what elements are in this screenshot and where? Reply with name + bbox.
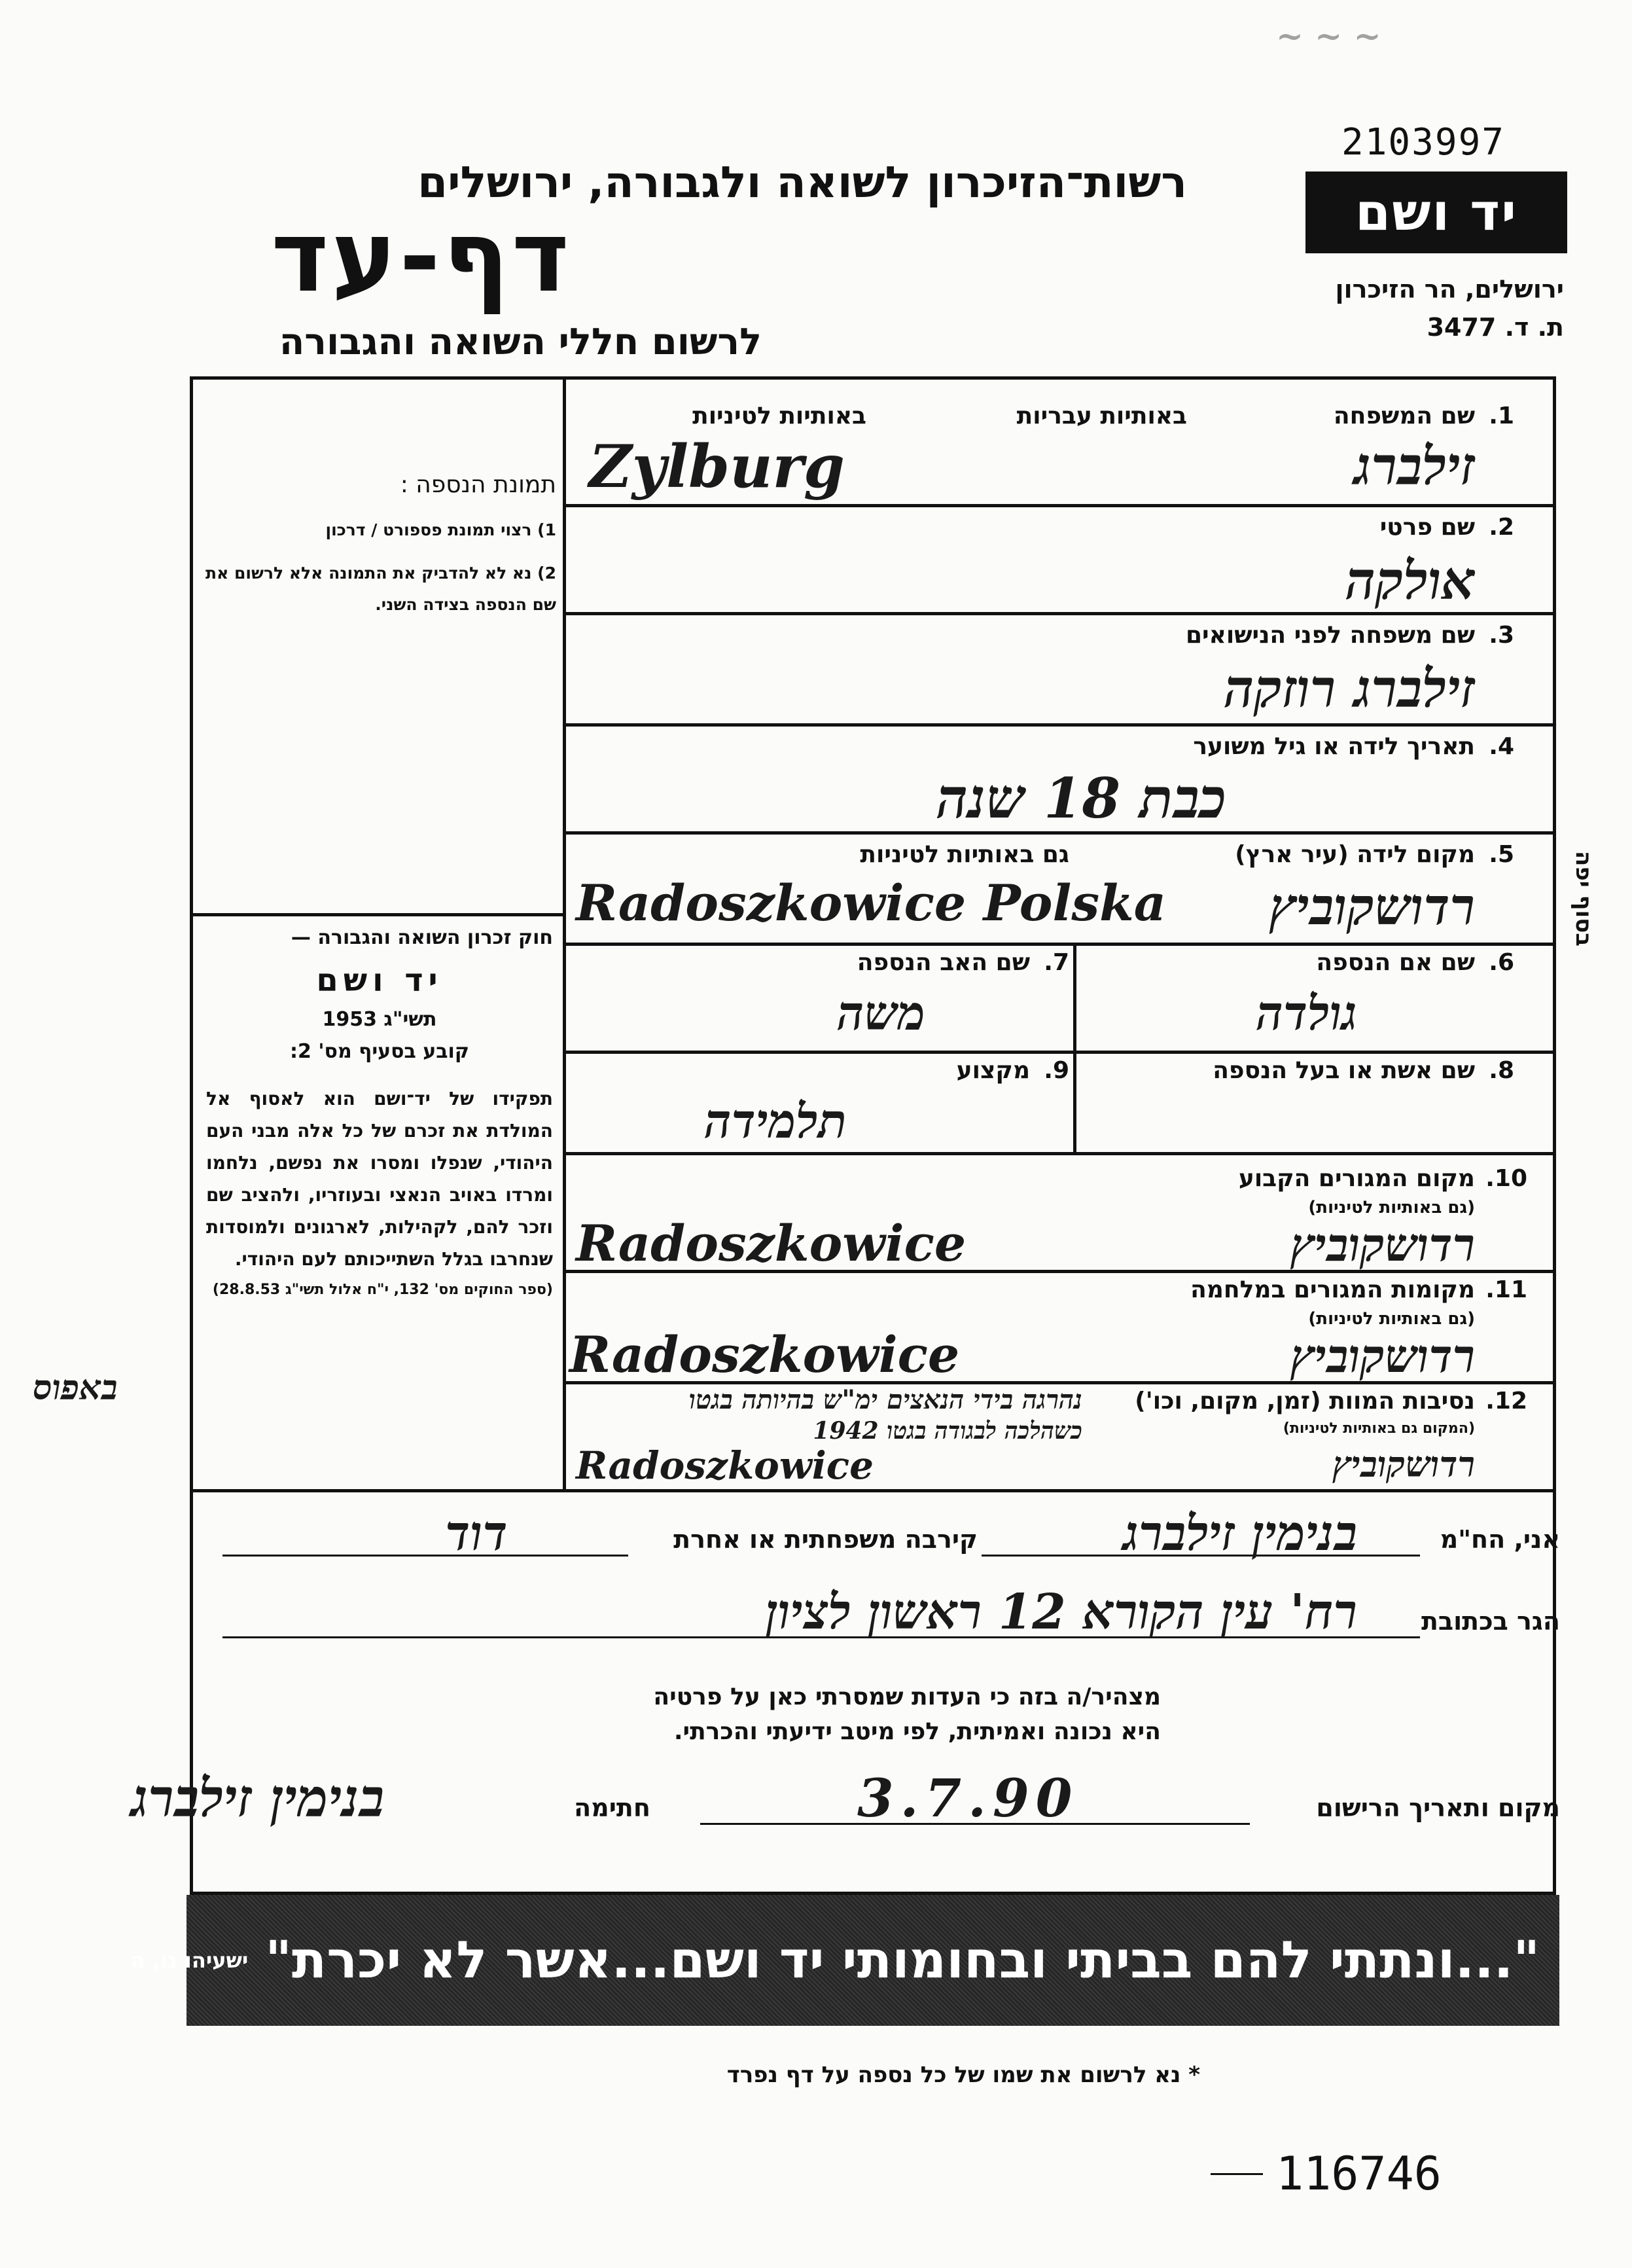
place-date-label: מקום ותאריך הרישום <box>1316 1793 1560 1822</box>
photo-note-2: 2) נא לא להדביק את התמונה אלא לרשום את שם הנספה בצידה השני. <box>205 564 556 614</box>
field-10-value-latin: Radoszkowice <box>576 1214 967 1272</box>
footnote: * נא לרשום את שמו של כל נספה על דף נפרד <box>726 2062 1200 2088</box>
field-1-latin-col: באותיות לטיניות <box>692 403 866 429</box>
declarant-name: בנימין זילברג <box>1122 1505 1357 1562</box>
field-12-label: נסיבות המוות (זמן, מקום, וכו') <box>1135 1388 1475 1414</box>
field-5-number: 5. <box>1489 841 1514 868</box>
photo-box-title: תמונת הנספה : <box>400 471 556 498</box>
field-3-label: שם משפחה לפני הנישואים <box>1185 622 1475 649</box>
bottom-number: 116746 <box>1276 2147 1442 2201</box>
side-stamp: בסוף יפה <box>1570 851 1597 947</box>
field-10-label: מקום המגורים הקבוע <box>1238 1165 1475 1192</box>
field-10-number: 10. <box>1485 1165 1527 1192</box>
address-label: הגר בכתובת <box>1421 1607 1560 1636</box>
photo-box <box>203 393 556 903</box>
law-name: יד ושם <box>316 962 443 999</box>
field-5-label: מקום לידה (עיר ארץ) <box>1235 841 1475 868</box>
field-1-value-hebrew: זילברג <box>1354 435 1475 497</box>
field-12-sub: (המקום גם באותיות לטיניות) <box>1283 1420 1475 1437</box>
field-11-label: מקומות המגורים במלחמה <box>1190 1276 1475 1303</box>
field-5-latin-col: גם באותיות לטיניות <box>860 841 1069 868</box>
field-4-label: תאריך לידה או גיל משוער <box>1193 733 1475 760</box>
law-citation: (ספר החוקים מס' 132, י"ח אלול תשי"ג 28.8.53) <box>212 1282 553 1298</box>
law-body: תפקידו של יד־ושם הוא לאסוף אל המולדת את זכרם של כל אלה מבני העם היהודי, שנפלו ומסרו את נפשם, נלחמו ומרדו באויב הנאצי ובעוזריו, ולהציב שם וזכר להם, לקהילות, לארגונים ולמוסדות שנחרבו בגלל השתייכותם לעם היהודי. <box>206 1088 553 1270</box>
statement-line-2: היא נכונה ואמיתית, לפי מיטב ידיעתי והכרתי. <box>673 1718 1161 1745</box>
signature-label: חתימה <box>574 1793 650 1822</box>
top-scribble: ~ ~ ~ <box>1276 16 1381 55</box>
field-9-value: תלמידה <box>704 1093 847 1149</box>
field-7-number: 7. <box>1044 949 1069 976</box>
field-5-value-hebrew: רדושקוביץ <box>1269 877 1475 937</box>
registration-date: 3.7.90 <box>857 1767 1079 1829</box>
field-11-value-hebrew: רדושקוביץ <box>1290 1329 1475 1383</box>
field-2-number: 2. <box>1489 514 1514 541</box>
field-11-sub: (גם באותיות לטיניות) <box>1308 1309 1475 1329</box>
relation-value: דוד <box>445 1505 508 1562</box>
authority-heading: רשות־הזיכרון לשואה ולגבורה, ירושלים <box>417 157 1187 207</box>
field-12-value-line-1: נהרגה בידי הנאצים ימ"ש בהיותה בגטו <box>688 1384 1082 1415</box>
field-4-number: 4. <box>1489 733 1514 760</box>
field-1-hebrew-col: באותיות עבריות <box>1016 403 1187 429</box>
field-2-value: אולקה <box>1345 550 1475 611</box>
field-12-value-line-2: כשהלכה לבגודה בגטו 1942 <box>813 1417 1082 1445</box>
field-8-number: 8. <box>1489 1057 1514 1084</box>
field-6-label: שם אם הנספה <box>1316 949 1475 976</box>
photo-note-1: 1) רצוי תמונת פספורט / דרכון <box>325 520 556 539</box>
field-3-number: 3. <box>1489 622 1514 649</box>
declarant-label: אני, הח"מ <box>1440 1525 1560 1554</box>
field-8-label: שם אשת או בעל הנספה <box>1213 1057 1475 1084</box>
form-title: דף-עד <box>271 200 572 314</box>
field-1-label: שם המשפחה <box>1333 403 1475 429</box>
law-line-1: חוק זכרון השואה והגבורה — <box>291 926 553 949</box>
field-2-label: שם פרטי <box>1379 514 1475 541</box>
field-1-number: 1. <box>1489 403 1514 429</box>
field-10-sub: (גם באותיות לטיניות) <box>1308 1198 1475 1217</box>
form-subtitle: לרשום חללי השואה והגבורה <box>279 321 762 363</box>
field-7-label: שם האב הנספה <box>857 949 1030 976</box>
field-5-value-latin: Radoszkowice Polska <box>576 874 1167 932</box>
field-11-value-latin: Radoszkowice <box>569 1325 960 1384</box>
field-12-margin-note: באפוס <box>33 1368 118 1408</box>
address-value: רח' עין הקורא 12 ראשון לציון <box>765 1584 1357 1640</box>
field-6-number: 6. <box>1489 949 1514 976</box>
field-11-number: 11. <box>1485 1276 1527 1303</box>
statement-line-1: מצהיר/ה בזה כי העדות שמסרתי כאן על פרטיה <box>653 1683 1161 1710</box>
quote-banner <box>130 1895 1559 2026</box>
banner-quote: "...ונתתי להם בביתי ובחומותי יד ושם...אשר לא יכרת" <box>265 1931 1540 1990</box>
field-7-value: משה <box>836 985 925 1041</box>
field-1-value-latin: Zylburg <box>589 432 845 501</box>
law-year: תשי"ג 1953 <box>322 1008 437 1031</box>
stamp-number: 2103997 <box>1341 121 1506 164</box>
field-12-value-latin: Radoszkowice <box>576 1443 874 1488</box>
field-12-value-hebrew: רדושקוביץ <box>1332 1443 1475 1485</box>
relation-label: קירבה משפחתית או אחרת <box>673 1525 978 1554</box>
logo-text: יד ושם <box>1355 183 1518 242</box>
yad-vashem-logo <box>1305 171 1567 253</box>
field-3-value: זילברג רוזקה <box>1224 658 1475 719</box>
signature: בנימין זילברג <box>131 1767 385 1829</box>
field-9-number: 9. <box>1044 1057 1069 1084</box>
law-box <box>206 926 553 1476</box>
field-4-value: כבת 18 שנה <box>936 766 1226 831</box>
field-9-label: מקצוע <box>956 1057 1030 1084</box>
field-6-value: גולדה <box>1256 985 1357 1041</box>
logo-subtitle: ירושלים, הר הזיכרון <box>1335 275 1564 304</box>
logo-pobox: ת. ד. 3477 <box>1427 313 1564 342</box>
field-12-number: 12. <box>1485 1388 1527 1414</box>
law-clause: קובע בסעיף מס' 2: <box>290 1040 469 1063</box>
banner-source: ישעיהו נו, ה <box>130 1948 249 1973</box>
field-10-value-hebrew: רדושקוביץ <box>1290 1217 1475 1272</box>
